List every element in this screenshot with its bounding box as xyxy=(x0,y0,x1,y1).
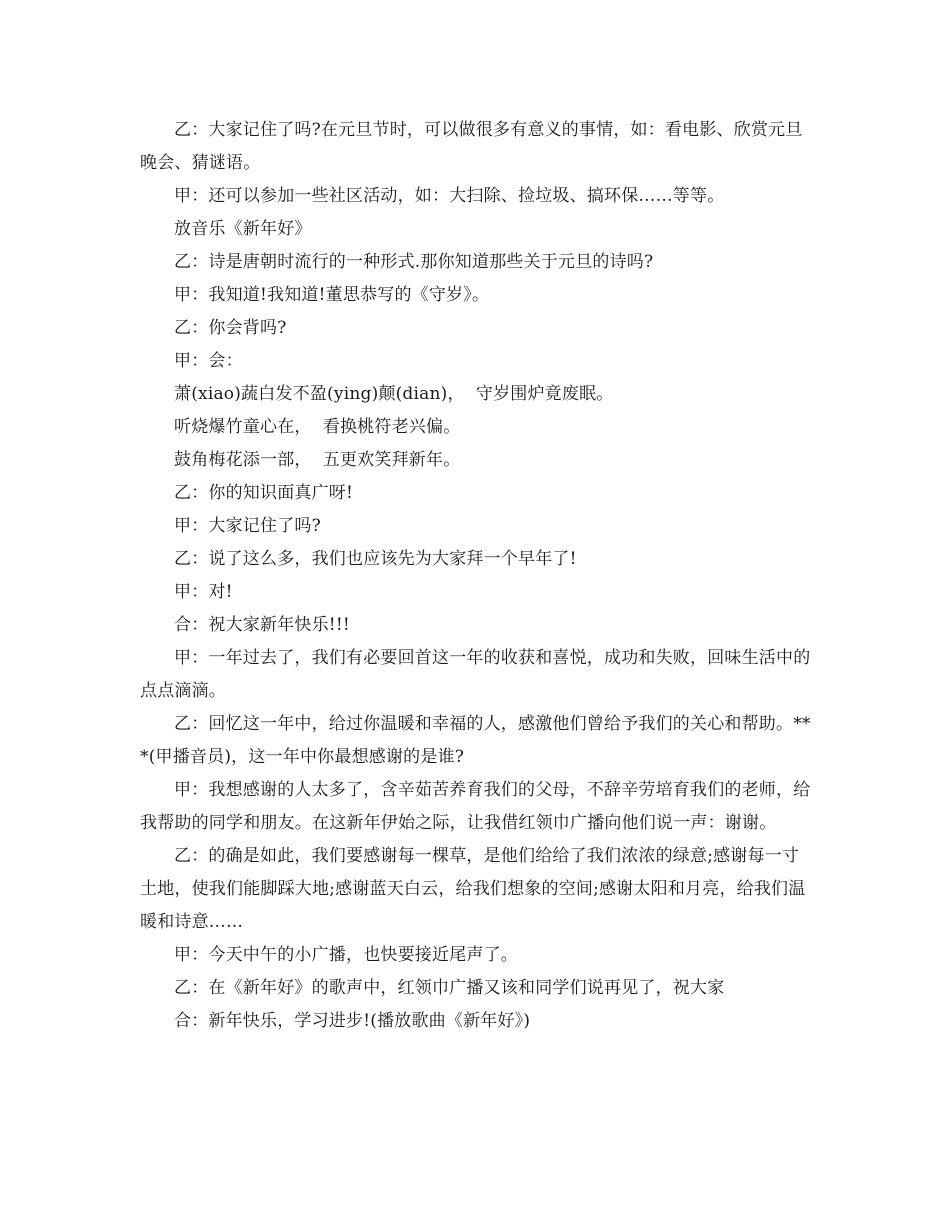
paragraph-2: 甲：还可以参加一些社区活动，如：大扫除、捡垃圾、搞环保……等等。 xyxy=(174,186,725,206)
poem-line-1: 萧(xiao)蔬白发不盈(ying)颠(dian)， 守岁围炉竟废眠。 xyxy=(174,384,614,404)
paragraph-18: 甲：我想感谢的人太多了，含辛茹苦养育我们的父母，不辞辛劳培育我们的老师，给我帮助的同学和朋友。在这新年伊始之际，让我借红领巾广播向他们说一声：谢谢。 xyxy=(140,780,811,833)
poem-line-2: 听烧爆竹童心在， 看换桃符老兴偏。 xyxy=(174,417,461,437)
poem-line-3: 鼓角梅花添一部， 五更欢笑拜新年。 xyxy=(174,450,461,470)
paragraph-17: 乙：回忆这一年中，给过你温暖和幸福的人，感激他们曾给予我们的关心和帮助。***(甲播音员)，这一年中你最想感谢的是谁? xyxy=(140,714,811,767)
paragraph-1: 乙：大家记住了吗?在元旦节时，可以做很多有意义的事情，如：看电影、欣赏元旦晚会、猜谜语。 xyxy=(140,120,803,173)
paragraph-4: 乙：诗是唐朝时流行的一种形式.那你知道那些关于元旦的诗吗? xyxy=(174,252,654,272)
document-body xyxy=(140,114,812,1038)
paragraph-22: 合：新年快乐，学习进步!(播放歌曲《新年好》) xyxy=(174,1011,531,1031)
paragraph-16: 甲：一年过去了，我们有必要回首这一年的收获和喜悦，成功和失败，回味生活中的点点滴滴。 xyxy=(140,648,811,701)
paragraph-3: 放音乐《新年好》 xyxy=(174,219,312,239)
paragraph-6: 乙：你会背吗? xyxy=(174,318,287,338)
paragraph-20: 甲：今天中午的小广播，也快要接近尾声了。 xyxy=(174,945,518,965)
paragraph-19: 乙：的确是如此，我们要感谢每一棵草，是他们给给了我们浓浓的绿意;感谢每一寸土地，使我们能脚踩大地;感谢蓝天白云，给我们想象的空间;感谢太阳和月亮，给我们温暖和诗意…… xyxy=(140,846,806,932)
paragraph-11: 乙：你的知识面真广呀! xyxy=(174,483,354,503)
paragraph-13: 乙：说了这么多，我们也应该先为大家拜一个早年了! xyxy=(174,549,577,569)
paragraph-15: 合：祝大家新年快乐!!! xyxy=(174,615,350,635)
paragraph-21: 乙：在《新年好》的歌声中，红领巾广播又该和同学们说再见了，祝大家 xyxy=(174,978,725,998)
paragraph-14: 甲：对! xyxy=(174,582,233,602)
paragraph-7: 甲：会： xyxy=(174,351,243,371)
paragraph-5: 甲：我知道!我知道!董思恭写的《守岁》。 xyxy=(174,285,490,305)
paragraph-12: 甲：大家记住了吗? xyxy=(174,516,321,536)
